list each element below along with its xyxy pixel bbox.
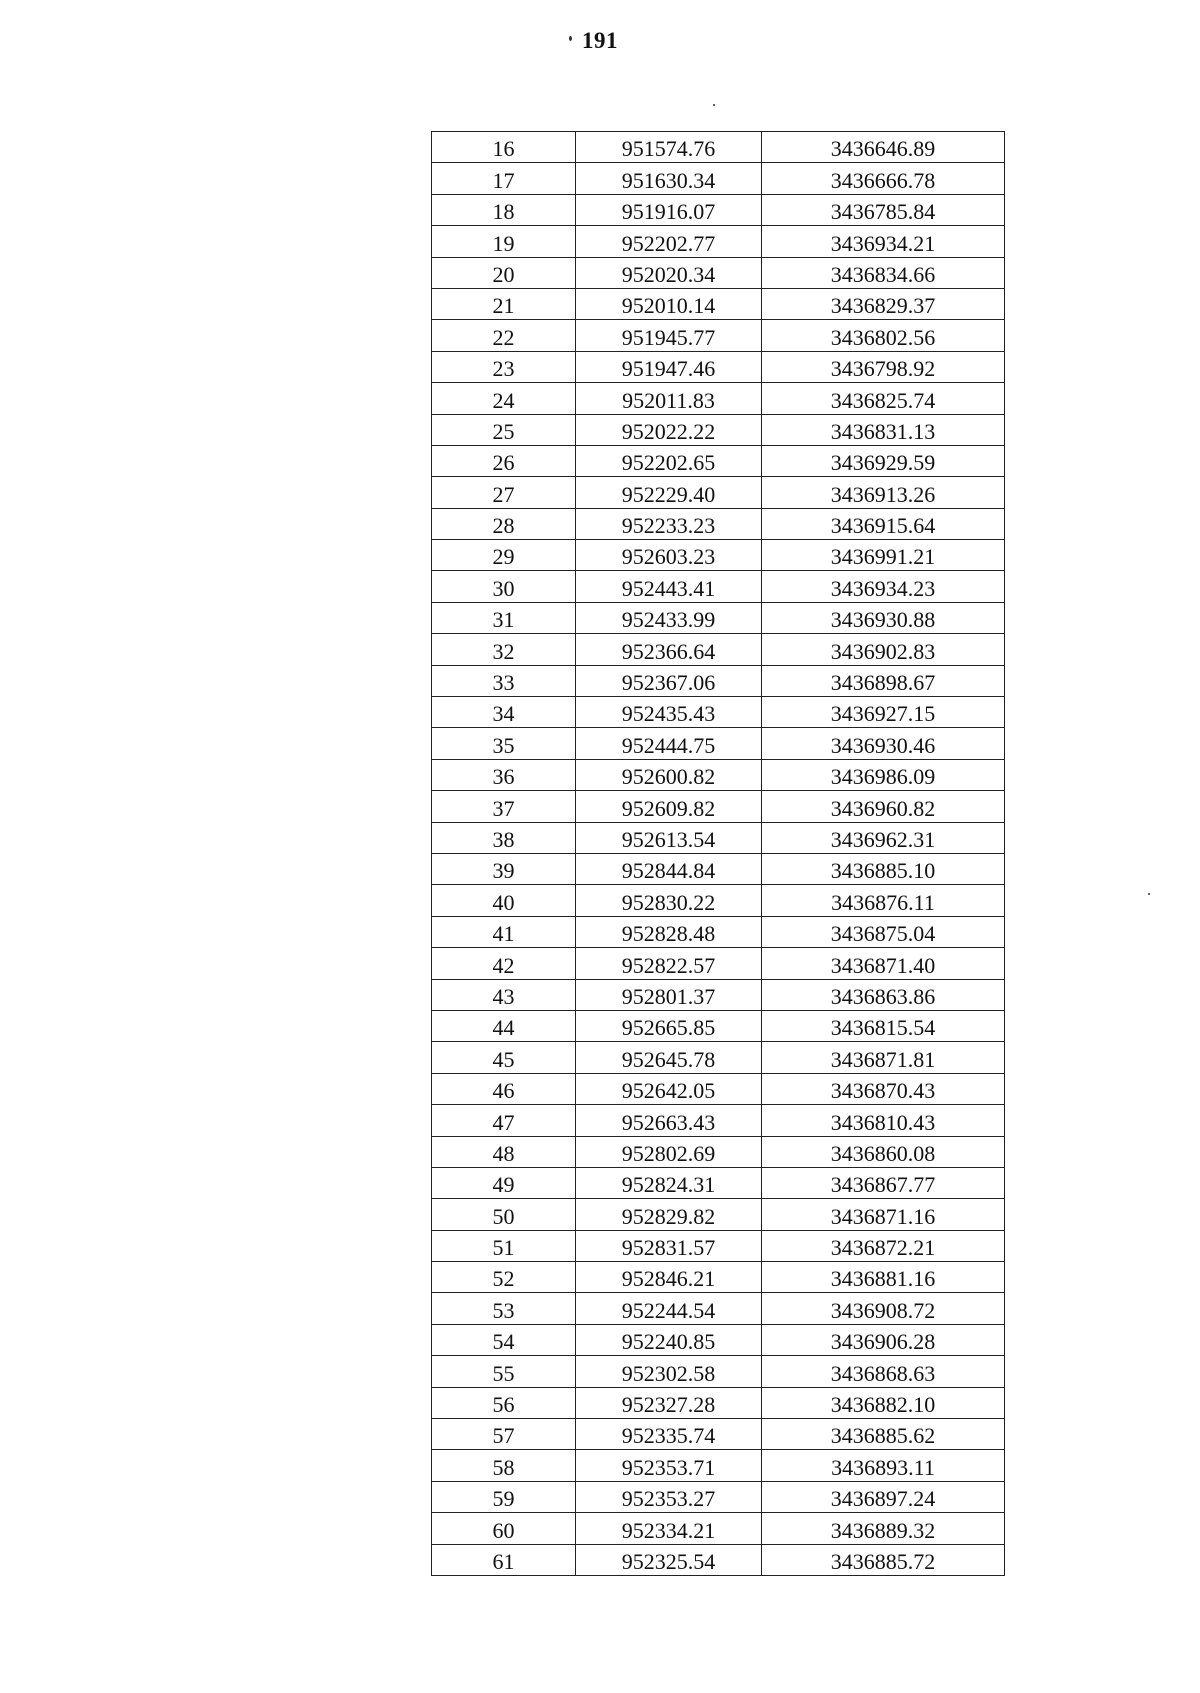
point-number-cell: 32 xyxy=(432,634,576,665)
x-coordinate-cell: 952010.14 xyxy=(576,288,762,319)
coordinates-table-body xyxy=(432,132,1005,1576)
x-coordinate-cell: 952828.48 xyxy=(576,916,762,947)
y-coordinate-cell: 3436646.89 xyxy=(762,132,1005,163)
y-coordinate-cell: 3436871.16 xyxy=(762,1199,1005,1230)
table-row xyxy=(432,791,1005,822)
x-coordinate-cell: 952202.77 xyxy=(576,226,762,257)
table-row xyxy=(432,1136,1005,1167)
point-number-cell: 36 xyxy=(432,759,576,790)
x-coordinate-cell: 952831.57 xyxy=(576,1230,762,1261)
point-number-cell: 42 xyxy=(432,948,576,979)
table-row xyxy=(432,948,1005,979)
x-coordinate-cell: 952613.54 xyxy=(576,822,762,853)
y-coordinate-cell: 3436897.24 xyxy=(762,1481,1005,1512)
point-number-cell: 29 xyxy=(432,540,576,571)
point-number-cell: 26 xyxy=(432,445,576,476)
point-number-cell: 58 xyxy=(432,1450,576,1481)
y-coordinate-cell: 3436986.09 xyxy=(762,759,1005,790)
point-number-cell: 56 xyxy=(432,1387,576,1418)
x-coordinate-cell: 952433.99 xyxy=(576,602,762,633)
coordinates-table xyxy=(431,131,1005,1576)
y-coordinate-cell: 3436815.54 xyxy=(762,1010,1005,1041)
table-row xyxy=(432,853,1005,884)
point-number-cell: 37 xyxy=(432,791,576,822)
x-coordinate-cell: 952022.22 xyxy=(576,414,762,445)
point-number-cell: 34 xyxy=(432,697,576,728)
scan-speck xyxy=(713,104,715,106)
table-row xyxy=(432,1073,1005,1104)
y-coordinate-cell: 3436834.66 xyxy=(762,257,1005,288)
point-number-cell: 52 xyxy=(432,1262,576,1293)
point-number-cell: 53 xyxy=(432,1293,576,1324)
point-number-cell: 48 xyxy=(432,1136,576,1167)
x-coordinate-cell: 952233.23 xyxy=(576,508,762,539)
x-coordinate-cell: 952645.78 xyxy=(576,1042,762,1073)
x-coordinate-cell: 952600.82 xyxy=(576,759,762,790)
y-coordinate-cell: 3436885.10 xyxy=(762,853,1005,884)
table-row xyxy=(432,1199,1005,1230)
x-coordinate-cell: 952844.84 xyxy=(576,853,762,884)
x-coordinate-cell: 952366.64 xyxy=(576,634,762,665)
y-coordinate-cell: 3436860.08 xyxy=(762,1136,1005,1167)
x-coordinate-cell: 952367.06 xyxy=(576,665,762,696)
table-row xyxy=(432,163,1005,194)
y-coordinate-cell: 3436870.43 xyxy=(762,1073,1005,1104)
point-number-cell: 47 xyxy=(432,1105,576,1136)
table-row xyxy=(432,383,1005,414)
table-row xyxy=(432,822,1005,853)
y-coordinate-cell: 3436889.32 xyxy=(762,1513,1005,1544)
table-row xyxy=(432,916,1005,947)
x-coordinate-cell: 952665.85 xyxy=(576,1010,762,1041)
table-row xyxy=(432,540,1005,571)
y-coordinate-cell: 3436868.63 xyxy=(762,1356,1005,1387)
y-coordinate-cell: 3436927.15 xyxy=(762,697,1005,728)
table-row xyxy=(432,320,1005,351)
point-number-cell: 38 xyxy=(432,822,576,853)
table-row xyxy=(432,445,1005,476)
y-coordinate-cell: 3436898.67 xyxy=(762,665,1005,696)
y-coordinate-cell: 3436810.43 xyxy=(762,1105,1005,1136)
x-coordinate-cell: 951945.77 xyxy=(576,320,762,351)
x-coordinate-cell: 952302.58 xyxy=(576,1356,762,1387)
y-coordinate-cell: 3436991.21 xyxy=(762,540,1005,571)
point-number-cell: 27 xyxy=(432,477,576,508)
x-coordinate-cell: 952642.05 xyxy=(576,1073,762,1104)
point-number-cell: 23 xyxy=(432,351,576,382)
y-coordinate-cell: 3436871.40 xyxy=(762,948,1005,979)
table-row xyxy=(432,728,1005,759)
table-row xyxy=(432,1230,1005,1261)
x-coordinate-cell: 952830.22 xyxy=(576,885,762,916)
y-coordinate-cell: 3436929.59 xyxy=(762,445,1005,476)
x-coordinate-cell: 952824.31 xyxy=(576,1167,762,1198)
y-coordinate-cell: 3436863.86 xyxy=(762,979,1005,1010)
table-row xyxy=(432,1356,1005,1387)
y-coordinate-cell: 3436876.11 xyxy=(762,885,1005,916)
table-row xyxy=(432,1293,1005,1324)
table-row xyxy=(432,885,1005,916)
x-coordinate-cell: 951574.76 xyxy=(576,132,762,163)
y-coordinate-cell: 3436915.64 xyxy=(762,508,1005,539)
x-coordinate-cell: 952822.57 xyxy=(576,948,762,979)
y-coordinate-cell: 3436881.16 xyxy=(762,1262,1005,1293)
point-number-cell: 55 xyxy=(432,1356,576,1387)
table-row xyxy=(432,665,1005,696)
scan-speck xyxy=(569,36,572,41)
table-row xyxy=(432,1481,1005,1512)
table-row xyxy=(432,697,1005,728)
x-coordinate-cell: 952327.28 xyxy=(576,1387,762,1418)
x-coordinate-cell: 952443.41 xyxy=(576,571,762,602)
y-coordinate-cell: 3436867.77 xyxy=(762,1167,1005,1198)
table-row xyxy=(432,1167,1005,1198)
table-row xyxy=(432,1042,1005,1073)
y-coordinate-cell: 3436871.81 xyxy=(762,1042,1005,1073)
y-coordinate-cell: 3436934.23 xyxy=(762,571,1005,602)
x-coordinate-cell: 952353.27 xyxy=(576,1481,762,1512)
point-number-cell: 50 xyxy=(432,1199,576,1230)
table-row xyxy=(432,1544,1005,1575)
y-coordinate-cell: 3436902.83 xyxy=(762,634,1005,665)
table-row xyxy=(432,634,1005,665)
point-number-cell: 35 xyxy=(432,728,576,759)
point-number-cell: 17 xyxy=(432,163,576,194)
x-coordinate-cell: 952435.43 xyxy=(576,697,762,728)
table-row xyxy=(432,132,1005,163)
x-coordinate-cell: 952846.21 xyxy=(576,1262,762,1293)
table-row xyxy=(432,477,1005,508)
y-coordinate-cell: 3436962.31 xyxy=(762,822,1005,853)
point-number-cell: 59 xyxy=(432,1481,576,1512)
y-coordinate-cell: 3436882.10 xyxy=(762,1387,1005,1418)
x-coordinate-cell: 952353.71 xyxy=(576,1450,762,1481)
table-row xyxy=(432,979,1005,1010)
x-coordinate-cell: 952802.69 xyxy=(576,1136,762,1167)
x-coordinate-cell: 952609.82 xyxy=(576,791,762,822)
x-coordinate-cell: 952829.82 xyxy=(576,1199,762,1230)
table-row xyxy=(432,1513,1005,1544)
point-number-cell: 60 xyxy=(432,1513,576,1544)
x-coordinate-cell: 952444.75 xyxy=(576,728,762,759)
x-coordinate-cell: 952334.21 xyxy=(576,1513,762,1544)
point-number-cell: 31 xyxy=(432,602,576,633)
table-row xyxy=(432,1010,1005,1041)
y-coordinate-cell: 3436798.92 xyxy=(762,351,1005,382)
table-row xyxy=(432,414,1005,445)
y-coordinate-cell: 3436831.13 xyxy=(762,414,1005,445)
y-coordinate-cell: 3436785.84 xyxy=(762,194,1005,225)
y-coordinate-cell: 3436666.78 xyxy=(762,163,1005,194)
point-number-cell: 39 xyxy=(432,853,576,884)
table-row xyxy=(432,1262,1005,1293)
x-coordinate-cell: 952229.40 xyxy=(576,477,762,508)
point-number-cell: 43 xyxy=(432,979,576,1010)
y-coordinate-cell: 3436960.82 xyxy=(762,791,1005,822)
y-coordinate-cell: 3436875.04 xyxy=(762,916,1005,947)
table-row xyxy=(432,194,1005,225)
table-row xyxy=(432,602,1005,633)
table-row xyxy=(432,1105,1005,1136)
table-row xyxy=(432,226,1005,257)
y-coordinate-cell: 3436913.26 xyxy=(762,477,1005,508)
point-number-cell: 41 xyxy=(432,916,576,947)
point-number-cell: 21 xyxy=(432,288,576,319)
scan-speck xyxy=(1148,893,1150,895)
y-coordinate-cell: 3436930.88 xyxy=(762,602,1005,633)
table-row xyxy=(432,288,1005,319)
x-coordinate-cell: 952335.74 xyxy=(576,1419,762,1450)
x-coordinate-cell: 952663.43 xyxy=(576,1105,762,1136)
x-coordinate-cell: 952603.23 xyxy=(576,540,762,571)
point-number-cell: 22 xyxy=(432,320,576,351)
point-number-cell: 24 xyxy=(432,383,576,414)
x-coordinate-cell: 952801.37 xyxy=(576,979,762,1010)
table-row xyxy=(432,508,1005,539)
x-coordinate-cell: 952240.85 xyxy=(576,1324,762,1355)
y-coordinate-cell: 3436885.72 xyxy=(762,1544,1005,1575)
x-coordinate-cell: 952202.65 xyxy=(576,445,762,476)
y-coordinate-cell: 3436885.62 xyxy=(762,1419,1005,1450)
table-row xyxy=(432,351,1005,382)
point-number-cell: 54 xyxy=(432,1324,576,1355)
y-coordinate-cell: 3436802.56 xyxy=(762,320,1005,351)
y-coordinate-cell: 3436930.46 xyxy=(762,728,1005,759)
table-row xyxy=(432,571,1005,602)
table-row xyxy=(432,1324,1005,1355)
point-number-cell: 57 xyxy=(432,1419,576,1450)
page-number: 191 xyxy=(582,28,618,53)
y-coordinate-cell: 3436825.74 xyxy=(762,383,1005,414)
x-coordinate-cell: 951630.34 xyxy=(576,163,762,194)
point-number-cell: 46 xyxy=(432,1073,576,1104)
point-number-cell: 18 xyxy=(432,194,576,225)
point-number-cell: 20 xyxy=(432,257,576,288)
y-coordinate-cell: 3436934.21 xyxy=(762,226,1005,257)
x-coordinate-cell: 952020.34 xyxy=(576,257,762,288)
table-row xyxy=(432,1387,1005,1418)
y-coordinate-cell: 3436872.21 xyxy=(762,1230,1005,1261)
point-number-cell: 19 xyxy=(432,226,576,257)
x-coordinate-cell: 952325.54 xyxy=(576,1544,762,1575)
table-row xyxy=(432,759,1005,790)
y-coordinate-cell: 3436893.11 xyxy=(762,1450,1005,1481)
table-row xyxy=(432,1419,1005,1450)
point-number-cell: 45 xyxy=(432,1042,576,1073)
point-number-cell: 44 xyxy=(432,1010,576,1041)
x-coordinate-cell: 952244.54 xyxy=(576,1293,762,1324)
point-number-cell: 30 xyxy=(432,571,576,602)
point-number-cell: 25 xyxy=(432,414,576,445)
point-number-cell: 33 xyxy=(432,665,576,696)
point-number-cell: 49 xyxy=(432,1167,576,1198)
y-coordinate-cell: 3436829.37 xyxy=(762,288,1005,319)
table-row xyxy=(432,1450,1005,1481)
y-coordinate-cell: 3436908.72 xyxy=(762,1293,1005,1324)
point-number-cell: 40 xyxy=(432,885,576,916)
x-coordinate-cell: 952011.83 xyxy=(576,383,762,414)
y-coordinate-cell: 3436906.28 xyxy=(762,1324,1005,1355)
point-number-cell: 61 xyxy=(432,1544,576,1575)
x-coordinate-cell: 951916.07 xyxy=(576,194,762,225)
point-number-cell: 28 xyxy=(432,508,576,539)
x-coordinate-cell: 951947.46 xyxy=(576,351,762,382)
point-number-cell: 16 xyxy=(432,132,576,163)
table-row xyxy=(432,257,1005,288)
point-number-cell: 51 xyxy=(432,1230,576,1261)
